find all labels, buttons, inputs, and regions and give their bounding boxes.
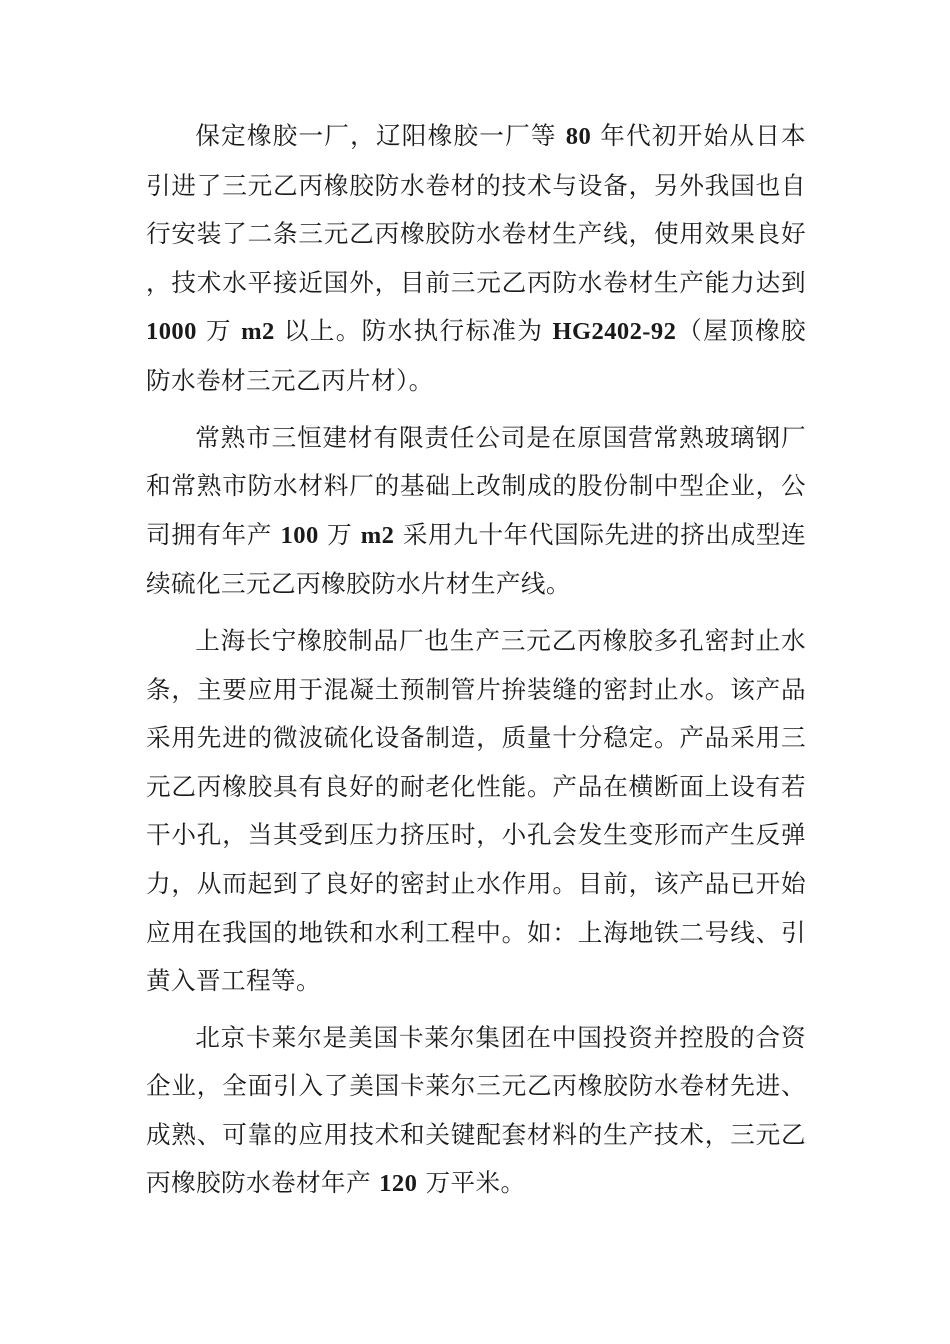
- text-run: 万: [205, 316, 232, 346]
- text-run: 年代初开始从日本引进了三元乙丙橡胶防水卷材的技术与设备，另外我国也自行安装了二条三元乙丙橡胶防水卷材生产线，使用效果良好 ，技术水平接近国外，目前三元乙丙防水卷材生产能力达到: [146, 121, 807, 297]
- text-run: （屋顶橡胶防水卷材三元乙丙片材）。: [146, 316, 807, 395]
- paragraph-beijing-carlisle: [146, 1014, 806, 1209]
- text-run-bold: 80: [565, 123, 592, 150]
- text-run: 以上。防水执行标准为: [283, 316, 544, 346]
- text-run-bold: 100: [280, 521, 319, 549]
- text-run-bold: 1000: [146, 318, 197, 346]
- text-run: 万: [327, 519, 353, 549]
- text-run: 上海长宁橡胶制品厂也生产三元乙丙橡胶多孔密封止水条，主要应用于混凝土预制管片拚装缝的密封止水。该产品采用先进的微波硫化设备制造，质量十分稳定。产品采用三元乙丙橡胶具有良好的耐老化性能。产品在横断面上设有若干小孔，当其受到压力挤压时，小孔会发生变形而产生反弹力，从而起到了良好的密封止水作用。目前，该产品已开始应用在我国的地铁和水利工程中。如：上海地铁二号线、引黄入晋工程等。: [146, 625, 806, 996]
- text-run-bold: HG2402-92: [552, 318, 677, 346]
- paragraph-baoding-liaoyang: [146, 112, 806, 406]
- text-run-bold: 120: [379, 1170, 418, 1198]
- paragraph-changshu-sanheng: [146, 414, 806, 609]
- text-run: 常熟市三恒建材有限责任公司是在原国营常熟玻璃钢厂和常熟市防水材料厂的基础上改制成的股份制中型企业，公司拥有年产: [146, 422, 806, 549]
- text-run-bold: m2: [241, 318, 275, 346]
- document-body: [146, 112, 806, 1217]
- text-run: 保定橡胶一厂，辽阳橡胶一厂等: [195, 121, 557, 150]
- text-run-bold: m2: [360, 521, 395, 549]
- text-run: 采用九十年代国际先进的挤出成型连续硫化三元乙丙橡胶防水片材生产线。: [146, 519, 807, 599]
- text-run: 万平米。: [425, 1168, 526, 1198]
- text-run: 北京卡莱尔是美国卡莱尔集团在中国投资并控股的合资企业，全面引入了美国卡莱尔三元乙丙橡胶防水卷材先进、成熟、可靠的应用技术和关键配套材料的生产技术，三元乙丙橡胶防水卷材年产: [146, 1022, 806, 1198]
- paragraph-shanghai-changning: [146, 617, 806, 1006]
